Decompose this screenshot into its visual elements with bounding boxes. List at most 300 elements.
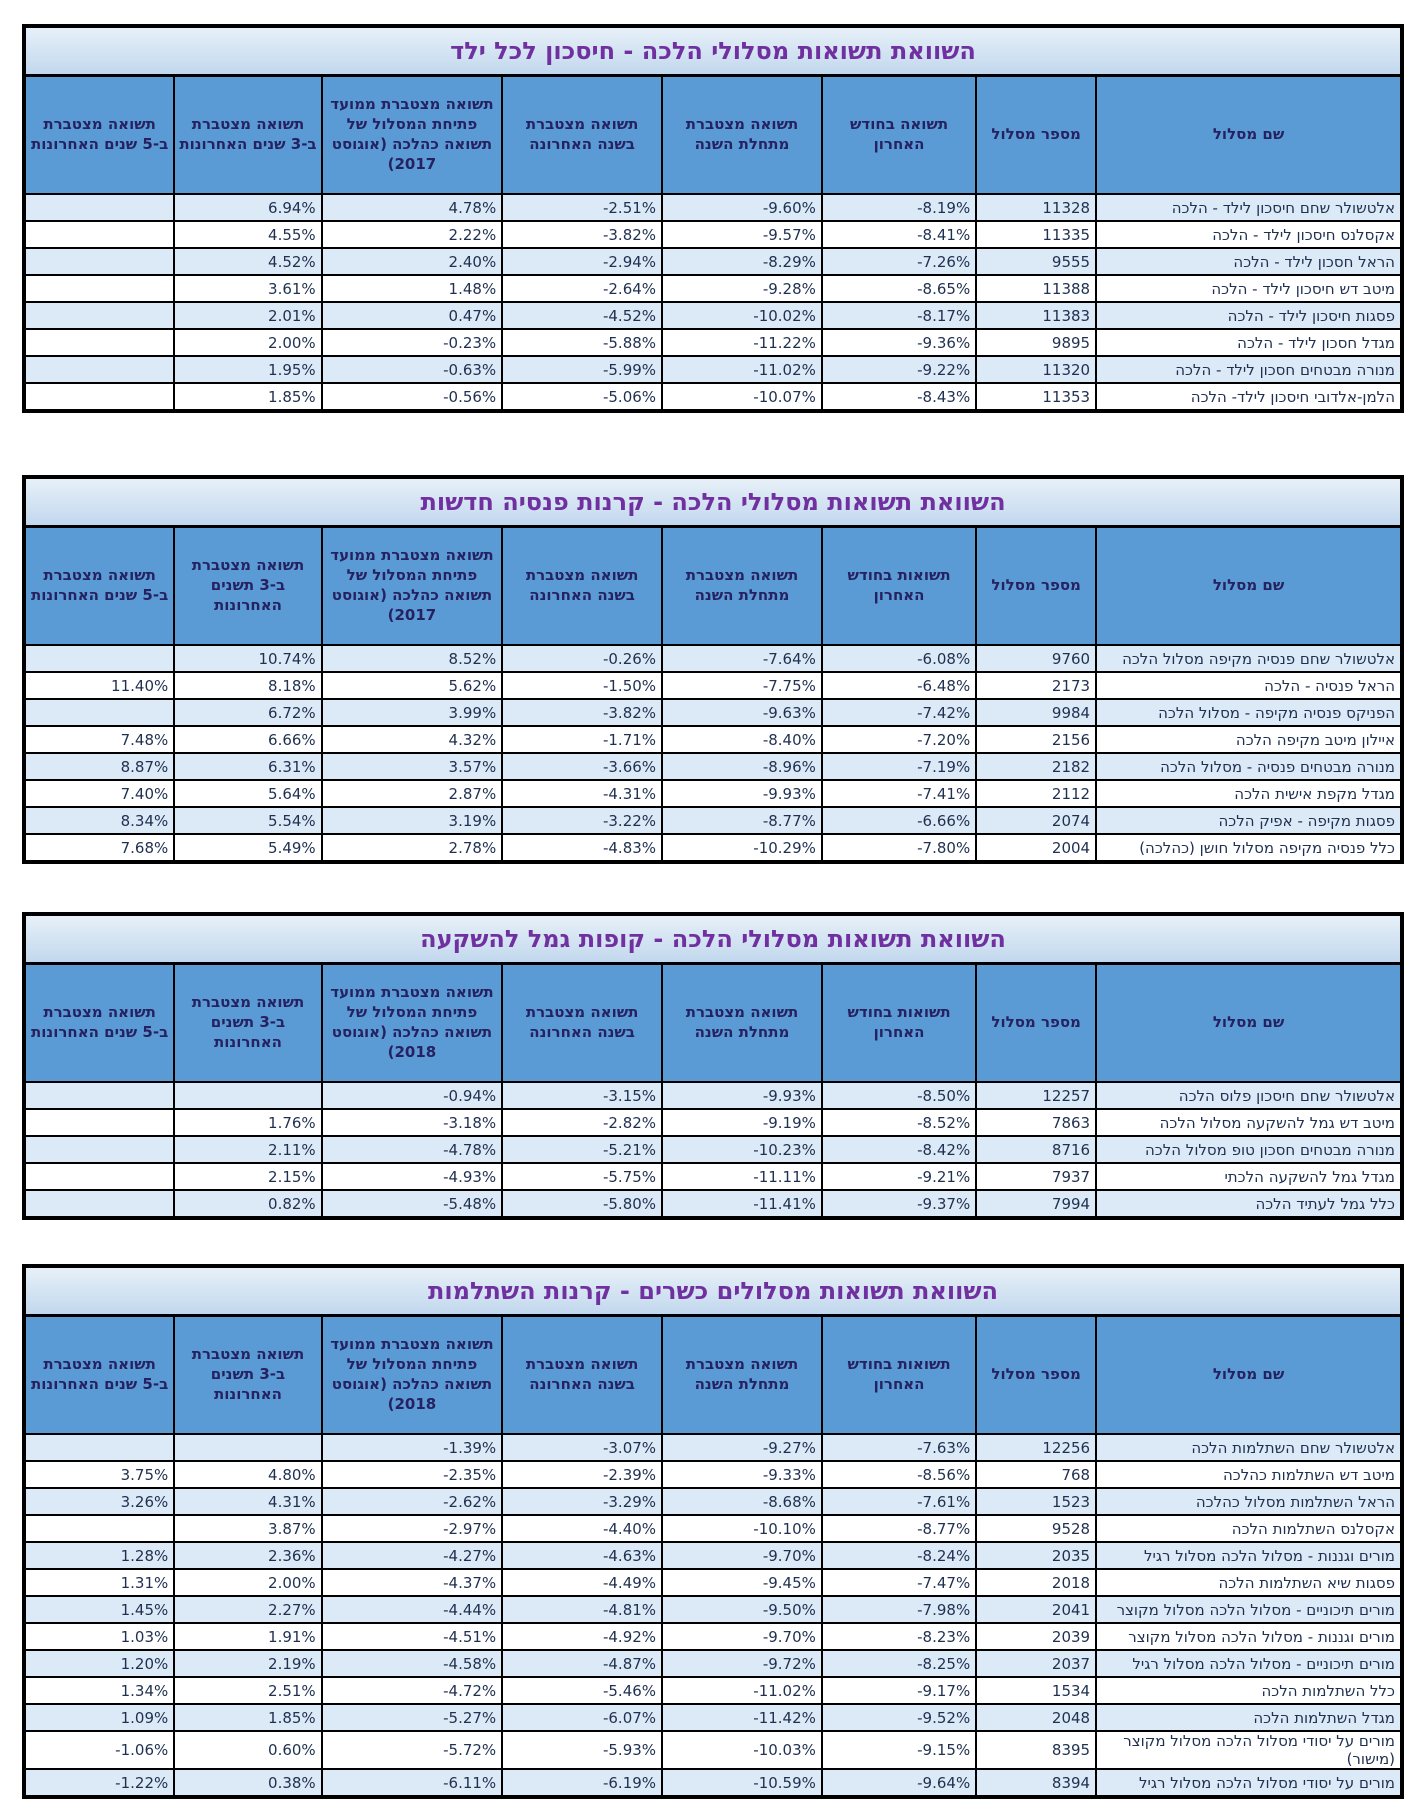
cell-track-name: כלל השתלמות הלכה — [1096, 1677, 1402, 1704]
cell-return-last-month: -7.41% — [822, 780, 976, 807]
cell-return-3y: 4.31% — [174, 1488, 321, 1515]
cell-return-5y: 1.34% — [24, 1677, 174, 1704]
table-title: השוואת תשואות מסלולים כשרים - קרנות השתלמות — [24, 1266, 1402, 1316]
cell-return-ytd: -10.29% — [662, 834, 822, 862]
cell-track-name: הראל חסכון לילד - הלכה — [1096, 248, 1402, 275]
cell-return-5y — [24, 1434, 174, 1461]
col-header-return-last-year: תשואה מצטברת בשנה האחרונה — [502, 1316, 662, 1435]
table-row — [24, 1190, 1402, 1218]
cell-return-3y: 10.74% — [174, 645, 321, 672]
cell-return-since-open: -4.37% — [322, 1569, 503, 1596]
cell-return-5y: 8.34% — [24, 807, 174, 834]
col-header-track-name: שם מסלול — [1096, 964, 1402, 1083]
cell-return-since-open: -6.11% — [322, 1769, 503, 1797]
col-header-return-ytd: תשואה מצטברת מתחלת השנה — [662, 76, 822, 195]
cell-return-last-month: -8.43% — [822, 383, 976, 411]
col-header-return-last-month: תשואה בחודש האחרון — [822, 76, 976, 195]
cell-track-number: 9555 — [976, 248, 1096, 275]
cell-return-5y: 1.09% — [24, 1704, 174, 1731]
cell-return-last-year: -4.40% — [502, 1515, 662, 1542]
col-header-track-name: שם מסלול — [1096, 527, 1402, 646]
col-header-return-last-year: תשואה מצטברת בשנה האחרונה — [502, 76, 662, 195]
cell-track-number: 11383 — [976, 302, 1096, 329]
cell-return-last-year: -4.63% — [502, 1542, 662, 1569]
table-row — [24, 699, 1402, 726]
cell-track-name: אלטשולר שחם פנסיה מקיפה מסלול הלכה — [1096, 645, 1402, 672]
cell-return-3y: 6.66% — [174, 726, 321, 753]
table-row — [24, 356, 1402, 383]
cell-return-last-month: -8.42% — [822, 1136, 976, 1163]
cell-return-5y: 1.31% — [24, 1569, 174, 1596]
table-row — [24, 672, 1402, 699]
cell-return-ytd: -9.72% — [662, 1650, 822, 1677]
cell-return-last-month: -9.52% — [822, 1704, 976, 1731]
cell-track-name: כלל פנסיה מקיפה מסלול חושן (כהלכה) — [1096, 834, 1402, 862]
cell-return-last-year: -3.15% — [502, 1082, 662, 1109]
table-row — [24, 1163, 1402, 1190]
col-header-return-since-open: תשואה מצטברת ממועד פתיחת המסלול של תשואה כהלכה (אוגוסט 2018) — [322, 1316, 503, 1435]
cell-return-5y — [24, 1515, 174, 1542]
cell-return-5y: 1.45% — [24, 1596, 174, 1623]
col-header-return-last-year: תשואה מצטברת בשנה האחרונה — [502, 964, 662, 1083]
cell-return-last-month: -8.19% — [822, 194, 976, 221]
cell-return-5y: 7.40% — [24, 780, 174, 807]
cell-return-ytd: -9.93% — [662, 780, 822, 807]
cell-return-since-open: -4.58% — [322, 1650, 503, 1677]
cell-return-3y: 3.87% — [174, 1515, 321, 1542]
col-header-return-since-open: תשואה מצטברת ממועד פתיחת המסלול של תשואה כהלכה (אוגוסט 2018) — [322, 964, 503, 1083]
cell-return-3y: 3.61% — [174, 275, 321, 302]
cell-return-5y: -1.06% — [24, 1731, 174, 1769]
cell-return-ytd: -10.07% — [662, 383, 822, 411]
table-row — [24, 1623, 1402, 1650]
cell-return-since-open: -0.63% — [322, 356, 503, 383]
cell-return-5y — [24, 383, 174, 411]
cell-return-since-open: 3.57% — [322, 753, 503, 780]
cell-track-name: פסגות שיא השתלמות הלכה — [1096, 1569, 1402, 1596]
cell-track-name: אקסלנס חיסכון לילד - הלכה — [1096, 221, 1402, 248]
cell-track-number: 1534 — [976, 1677, 1096, 1704]
table-title: השוואת תשואות מסלולי הלכה - קרנות פנסיה חדשות — [24, 477, 1402, 527]
cell-track-name: אקסלנס השתלמות הלכה — [1096, 1515, 1402, 1542]
cell-return-last-month: -9.21% — [822, 1163, 976, 1190]
cell-return-3y: 0.38% — [174, 1769, 321, 1797]
cell-return-since-open: -0.94% — [322, 1082, 503, 1109]
cell-return-3y: 2.01% — [174, 302, 321, 329]
cell-track-name: מורים על יסודי מסלול הלכה מסלול רגיל — [1096, 1769, 1402, 1797]
cell-return-5y — [24, 221, 174, 248]
cell-track-number: 2041 — [976, 1596, 1096, 1623]
cell-return-ytd: -7.75% — [662, 672, 822, 699]
cell-track-number: 1523 — [976, 1488, 1096, 1515]
cell-track-name: מורים וגננות - מסלול הלכה מסלול רגיל — [1096, 1542, 1402, 1569]
cell-return-ytd: -9.28% — [662, 275, 822, 302]
cell-return-last-year: -5.99% — [502, 356, 662, 383]
cell-return-since-open: -4.78% — [322, 1136, 503, 1163]
cell-return-3y — [174, 1434, 321, 1461]
cell-return-3y: 0.82% — [174, 1190, 321, 1218]
col-header-return-since-open: תשואה מצטברת ממועד פתיחת המסלול של תשואה כהלכה (אוגוסט 2017) — [322, 76, 503, 195]
cell-return-ytd: -9.27% — [662, 1434, 822, 1461]
cell-return-3y: 2.36% — [174, 1542, 321, 1569]
table-row — [24, 248, 1402, 275]
col-header-track-number: מספר מסלול — [976, 527, 1096, 646]
cell-return-last-month: -7.47% — [822, 1569, 976, 1596]
cell-track-number: 2048 — [976, 1704, 1096, 1731]
cell-return-last-year: -5.06% — [502, 383, 662, 411]
cell-return-since-open: -3.18% — [322, 1109, 503, 1136]
cell-return-since-open: 2.78% — [322, 834, 503, 862]
cell-return-ytd: -11.42% — [662, 1704, 822, 1731]
cell-return-last-month: -8.41% — [822, 221, 976, 248]
cell-track-number: 7863 — [976, 1109, 1096, 1136]
col-header-return-3y: תשואה מצטברת ב-3 תשנים האחרונות — [174, 1316, 321, 1435]
table-row — [24, 1769, 1402, 1797]
cell-return-last-month: -9.15% — [822, 1731, 976, 1769]
cell-return-ytd: -9.19% — [662, 1109, 822, 1136]
table-section-investment-provident — [22, 912, 1404, 1220]
cell-return-5y — [24, 645, 174, 672]
cell-return-last-month: -6.66% — [822, 807, 976, 834]
cell-return-last-month: -9.37% — [822, 1190, 976, 1218]
cell-return-last-year: -5.46% — [502, 1677, 662, 1704]
cell-track-name: אלטשולר שחם חיסכון לילד - הלכה — [1096, 194, 1402, 221]
cell-return-last-year: -4.31% — [502, 780, 662, 807]
cell-track-name: מגדל מקפת אישית הלכה — [1096, 780, 1402, 807]
cell-track-number: 2182 — [976, 753, 1096, 780]
cell-return-ytd: -10.10% — [662, 1515, 822, 1542]
cell-return-ytd: -9.70% — [662, 1623, 822, 1650]
col-header-return-5y: תשואה מצטברת ב-5 שנים האחרונות — [24, 527, 174, 646]
cell-return-last-year: -3.29% — [502, 1488, 662, 1515]
table-row — [24, 1109, 1402, 1136]
cell-return-last-year: -2.64% — [502, 275, 662, 302]
cell-return-since-open: -5.72% — [322, 1731, 503, 1769]
cell-return-3y: 5.49% — [174, 834, 321, 862]
cell-return-last-year: -3.22% — [502, 807, 662, 834]
cell-return-since-open: -5.27% — [322, 1704, 503, 1731]
cell-return-last-year: -4.81% — [502, 1596, 662, 1623]
col-header-return-since-open: תשואה מצטברת ממועד פתיחת המסלול של תשואה כהלכה (אוגוסט 2017) — [322, 527, 503, 646]
cell-track-name: איילון מיטב מקיפה הלכה — [1096, 726, 1402, 753]
table-row — [24, 1731, 1402, 1769]
table-row — [24, 1461, 1402, 1488]
cell-return-last-year: -2.51% — [502, 194, 662, 221]
table-section-child-savings — [22, 24, 1404, 413]
cell-return-last-month: -8.24% — [822, 1542, 976, 1569]
cell-return-5y: 7.68% — [24, 834, 174, 862]
cell-track-number: 9984 — [976, 699, 1096, 726]
table-row — [24, 1082, 1402, 1109]
col-header-return-5y: תשואה מצטברת ב-5 שנים האחרונות — [24, 1316, 174, 1435]
cell-return-5y — [24, 248, 174, 275]
cell-track-number: 11335 — [976, 221, 1096, 248]
cell-return-3y: 6.72% — [174, 699, 321, 726]
cell-return-last-year: -5.93% — [502, 1731, 662, 1769]
col-header-track-name: שם מסלול — [1096, 76, 1402, 195]
cell-return-last-month: -8.17% — [822, 302, 976, 329]
table-row — [24, 1515, 1402, 1542]
cell-track-number: 8395 — [976, 1731, 1096, 1769]
col-header-track-number: מספר מסלול — [976, 1316, 1096, 1435]
cell-return-3y: 5.54% — [174, 807, 321, 834]
cell-track-number: 2173 — [976, 672, 1096, 699]
cell-return-3y: 1.85% — [174, 383, 321, 411]
cell-return-ytd: -7.64% — [662, 645, 822, 672]
table-section-study-funds — [22, 1264, 1404, 1799]
cell-track-name: מורים תיכוניים - מסלול הלכה מסלול מקוצר — [1096, 1596, 1402, 1623]
col-header-return-ytd: תשואה מצטברת מתחלת השנה — [662, 1316, 822, 1435]
cell-return-3y: 5.64% — [174, 780, 321, 807]
cell-return-3y: 2.11% — [174, 1136, 321, 1163]
cell-return-5y — [24, 1136, 174, 1163]
cell-return-since-open: -5.48% — [322, 1190, 503, 1218]
cell-track-number: 2035 — [976, 1542, 1096, 1569]
cell-return-ytd: -10.02% — [662, 302, 822, 329]
cell-return-ytd: -11.22% — [662, 329, 822, 356]
table-row — [24, 329, 1402, 356]
col-header-return-last-month: תשואות בחודש האחרון — [822, 527, 976, 646]
cell-return-last-month: -7.63% — [822, 1434, 976, 1461]
cell-return-last-month: -7.26% — [822, 248, 976, 275]
cell-return-ytd: -9.93% — [662, 1082, 822, 1109]
cell-return-3y: 0.60% — [174, 1731, 321, 1769]
table-row — [24, 1677, 1402, 1704]
cell-return-ytd: -11.02% — [662, 356, 822, 383]
cell-return-ytd: -9.50% — [662, 1596, 822, 1623]
col-header-return-last-year: תשואה מצטברת בשנה האחרונה — [502, 527, 662, 646]
cell-return-5y — [24, 1190, 174, 1218]
cell-return-last-month: -7.61% — [822, 1488, 976, 1515]
cell-return-last-year: -4.49% — [502, 1569, 662, 1596]
cell-return-ytd: -8.77% — [662, 807, 822, 834]
cell-track-name: הראל פנסיה - הלכה — [1096, 672, 1402, 699]
col-header-return-last-month: תשואות בחודש האחרון — [822, 964, 976, 1083]
cell-track-number: 11388 — [976, 275, 1096, 302]
cell-return-last-year: -1.71% — [502, 726, 662, 753]
cell-return-since-open: -4.51% — [322, 1623, 503, 1650]
cell-track-number: 11328 — [976, 194, 1096, 221]
cell-return-since-open: -2.62% — [322, 1488, 503, 1515]
table-row — [24, 1488, 1402, 1515]
cell-return-last-year: -5.21% — [502, 1136, 662, 1163]
cell-return-since-open: 1.48% — [322, 275, 503, 302]
cell-return-since-open: -4.93% — [322, 1163, 503, 1190]
cell-return-last-year: -5.88% — [502, 329, 662, 356]
cell-track-number: 9760 — [976, 645, 1096, 672]
cell-return-last-month: -7.42% — [822, 699, 976, 726]
comparison-table-investment-provident — [22, 912, 1404, 1220]
cell-return-since-open: 2.40% — [322, 248, 503, 275]
cell-track-number: 8716 — [976, 1136, 1096, 1163]
table-row — [24, 1650, 1402, 1677]
cell-return-since-open: -4.44% — [322, 1596, 503, 1623]
cell-return-since-open: 3.99% — [322, 699, 503, 726]
cell-track-number: 11353 — [976, 383, 1096, 411]
table-row — [24, 1542, 1402, 1569]
cell-return-3y: 2.27% — [174, 1596, 321, 1623]
cell-track-name: הלמן-אלדובי חיסכון לילד- הלכה — [1096, 383, 1402, 411]
cell-return-last-year: -2.94% — [502, 248, 662, 275]
cell-return-since-open: 5.62% — [322, 672, 503, 699]
cell-return-since-open: 2.87% — [322, 780, 503, 807]
cell-track-name: כלל גמל לעתיד הלכה — [1096, 1190, 1402, 1218]
cell-track-number: 2018 — [976, 1569, 1096, 1596]
cell-return-last-year: -3.82% — [502, 221, 662, 248]
cell-track-name: מנורה מבטחים פנסיה - מסלול הלכה — [1096, 753, 1402, 780]
cell-return-last-month: -7.98% — [822, 1596, 976, 1623]
cell-return-5y: 8.87% — [24, 753, 174, 780]
col-header-track-number: מספר מסלול — [976, 964, 1096, 1083]
cell-track-number: 9528 — [976, 1515, 1096, 1542]
cell-return-3y: 6.94% — [174, 194, 321, 221]
cell-return-ytd: -10.03% — [662, 1731, 822, 1769]
cell-track-name: מיטב דש השתלמות כהלכה — [1096, 1461, 1402, 1488]
cell-return-5y — [24, 194, 174, 221]
cell-return-since-open: 4.32% — [322, 726, 503, 753]
cell-return-3y: 4.52% — [174, 248, 321, 275]
cell-track-number: 7994 — [976, 1190, 1096, 1218]
cell-return-ytd: -11.11% — [662, 1163, 822, 1190]
cell-return-5y — [24, 699, 174, 726]
table-row — [24, 726, 1402, 753]
comparison-table-child-savings — [22, 24, 1404, 413]
cell-track-name: מגדל השתלמות הלכה — [1096, 1704, 1402, 1731]
table-row — [24, 1434, 1402, 1461]
cell-return-5y — [24, 275, 174, 302]
cell-track-name: אלטשולר שחם השתלמות הלכה — [1096, 1434, 1402, 1461]
cell-return-5y: 11.40% — [24, 672, 174, 699]
cell-track-name: מנורה מבטחים חסכון טופ מסלול הלכה — [1096, 1136, 1402, 1163]
cell-return-5y: 3.26% — [24, 1488, 174, 1515]
cell-return-since-open: -1.39% — [322, 1434, 503, 1461]
cell-return-3y: 1.95% — [174, 356, 321, 383]
cell-return-last-month: -9.36% — [822, 329, 976, 356]
col-header-return-ytd: תשואה מצטברת מתחלת השנה — [662, 964, 822, 1083]
cell-return-3y: 2.15% — [174, 1163, 321, 1190]
cell-return-last-year: -4.52% — [502, 302, 662, 329]
cell-track-number: 11320 — [976, 356, 1096, 383]
cell-return-since-open: -0.23% — [322, 329, 503, 356]
table-row — [24, 221, 1402, 248]
cell-return-since-open: -0.56% — [322, 383, 503, 411]
comparison-table-study-funds — [22, 1264, 1404, 1799]
table-row — [24, 753, 1402, 780]
table-row — [24, 194, 1402, 221]
cell-return-5y: 3.75% — [24, 1461, 174, 1488]
table-title: השוואת תשואות מסלולי הלכה - חיסכון לכל ילד — [24, 26, 1402, 76]
cell-return-last-month: -8.25% — [822, 1650, 976, 1677]
cell-track-name: מורים על יסודי מסלול הלכה מסלול מקוצר (מישור) — [1096, 1731, 1402, 1769]
table-row — [24, 780, 1402, 807]
cell-return-last-month: -7.19% — [822, 753, 976, 780]
cell-return-ytd: -8.68% — [662, 1488, 822, 1515]
cell-return-3y: 2.00% — [174, 329, 321, 356]
cell-return-3y: 4.55% — [174, 221, 321, 248]
cell-track-name: מיטב דש גמל להשקעה מסלול הלכה — [1096, 1109, 1402, 1136]
cell-return-last-month: -6.08% — [822, 645, 976, 672]
cell-return-3y: 2.19% — [174, 1650, 321, 1677]
cell-return-since-open: -4.27% — [322, 1542, 503, 1569]
cell-return-5y — [24, 329, 174, 356]
cell-return-last-year: -5.80% — [502, 1190, 662, 1218]
cell-track-name: אלטשולר שחם חיסכון פלוס הלכה — [1096, 1082, 1402, 1109]
col-header-return-3y: תשואה מצטברת ב-3 תשנים האחרונות — [174, 964, 321, 1083]
table-row — [24, 275, 1402, 302]
cell-return-3y: 8.18% — [174, 672, 321, 699]
cell-return-last-year: -6.19% — [502, 1769, 662, 1797]
col-header-return-5y: תשואה מצטברת ב-5 שנים האחרונות — [24, 964, 174, 1083]
cell-return-ytd: -11.02% — [662, 1677, 822, 1704]
cell-track-number: 9895 — [976, 329, 1096, 356]
cell-return-last-month: -8.65% — [822, 275, 976, 302]
cell-return-ytd: -8.29% — [662, 248, 822, 275]
table-title: השוואת תשואות מסלולי הלכה - קופות גמל להשקעה — [24, 914, 1402, 964]
cell-return-3y: 1.85% — [174, 1704, 321, 1731]
cell-track-name: מיטב דש חיסכון לילד - הלכה — [1096, 275, 1402, 302]
cell-track-name: פסגות מקיפה - אפיק הלכה — [1096, 807, 1402, 834]
cell-return-3y: 1.91% — [174, 1623, 321, 1650]
cell-return-3y — [174, 1082, 321, 1109]
col-header-return-ytd: תשואה מצטברת מתחלת השנה — [662, 527, 822, 646]
cell-return-last-year: -4.87% — [502, 1650, 662, 1677]
cell-return-5y: -1.22% — [24, 1769, 174, 1797]
table-row — [24, 383, 1402, 411]
table-row — [24, 645, 1402, 672]
cell-track-number: 2039 — [976, 1623, 1096, 1650]
cell-return-since-open: 0.47% — [322, 302, 503, 329]
cell-track-number: 8394 — [976, 1769, 1096, 1797]
cell-return-last-month: -8.52% — [822, 1109, 976, 1136]
cell-return-3y: 2.51% — [174, 1677, 321, 1704]
col-header-return-3y: תשואה מצטברת ב-3 תשנים האחרונות — [174, 527, 321, 646]
cell-return-last-month: -8.50% — [822, 1082, 976, 1109]
cell-return-since-open: -4.72% — [322, 1677, 503, 1704]
cell-track-number: 2074 — [976, 807, 1096, 834]
cell-return-last-year: -2.39% — [502, 1461, 662, 1488]
table-row — [24, 834, 1402, 862]
cell-track-number: 2112 — [976, 780, 1096, 807]
cell-return-5y: 7.48% — [24, 726, 174, 753]
cell-return-last-year: -0.26% — [502, 645, 662, 672]
cell-track-name: פסגות חיסכון לילד - הלכה — [1096, 302, 1402, 329]
cell-return-ytd: -9.60% — [662, 194, 822, 221]
cell-return-since-open: -2.35% — [322, 1461, 503, 1488]
cell-return-last-month: -9.17% — [822, 1677, 976, 1704]
table-row — [24, 302, 1402, 329]
cell-track-name: הפניקס פנסיה מקיפה - מסלול הלכה — [1096, 699, 1402, 726]
cell-return-since-open: 2.22% — [322, 221, 503, 248]
col-header-return-5y: תשואה מצטברת ב-5 שנים האחרונות — [24, 76, 174, 195]
cell-return-ytd: -9.63% — [662, 699, 822, 726]
cell-return-last-year: -1.50% — [502, 672, 662, 699]
cell-track-number: 12257 — [976, 1082, 1096, 1109]
table-row — [24, 1136, 1402, 1163]
cell-return-ytd: -9.33% — [662, 1461, 822, 1488]
cell-return-since-open: 4.78% — [322, 194, 503, 221]
col-header-track-name: שם מסלול — [1096, 1316, 1402, 1435]
cell-return-5y — [24, 302, 174, 329]
table-section-new-pension-funds — [22, 475, 1404, 864]
cell-return-since-open: 8.52% — [322, 645, 503, 672]
cell-return-last-month: -8.77% — [822, 1515, 976, 1542]
cell-track-name: מגדל חסכון לילד - הלכה — [1096, 329, 1402, 356]
cell-return-3y: 2.00% — [174, 1569, 321, 1596]
cell-return-ytd: -11.41% — [662, 1190, 822, 1218]
cell-return-last-year: -5.75% — [502, 1163, 662, 1190]
cell-return-ytd: -9.57% — [662, 221, 822, 248]
cell-track-number: 768 — [976, 1461, 1096, 1488]
